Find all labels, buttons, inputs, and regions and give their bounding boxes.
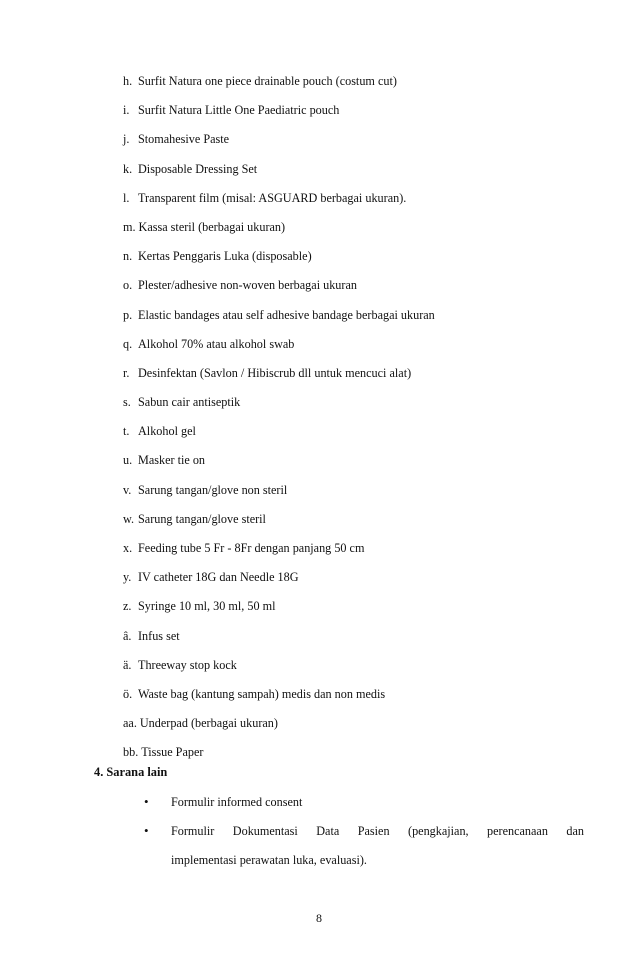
list-item [123, 188, 623, 217]
list-item-text: Kertas Penggaris Luka (disposable) [138, 249, 312, 264]
list-item-text: Infus set [138, 628, 180, 643]
list-marker: l. [123, 190, 130, 205]
list-item-text: Syringe 10 ml, 30 ml, 50 ml [138, 599, 276, 614]
list-item-text: Masker tie on [138, 453, 206, 468]
list-marker: y. [123, 570, 132, 585]
list-item [123, 421, 623, 450]
list-item [123, 450, 623, 479]
list-item-text: Surfit Natura one piece drainable pouch (costum cut) [138, 74, 397, 88]
list-item [123, 596, 623, 625]
list-marker: ö. [123, 686, 133, 701]
list-marker: w. [123, 511, 135, 526]
list-marker: m. [123, 219, 136, 234]
list-item [123, 275, 623, 304]
list-item [123, 246, 623, 275]
list-item-text: Feeding tube 5 Fr - 8Fr dengan panjang 50 cm [138, 541, 365, 555]
bullet-icon: • [144, 794, 149, 809]
list-item-text: Stomahesive Paste [138, 132, 230, 147]
list-item [123, 626, 623, 655]
list-item-text: Plester/adhesive non-woven berbagai ukuran [138, 278, 357, 293]
list-marker: q. [123, 336, 133, 351]
bullet-item [144, 792, 584, 812]
list-marker: bb. [123, 745, 139, 760]
list-marker: s. [123, 395, 131, 410]
list-item-text: Sarung tangan/glove non steril [138, 482, 288, 497]
list-marker: h. [123, 74, 133, 88]
list-item-text: Tissue Paper [141, 745, 204, 760]
list-marker: u. [123, 453, 133, 468]
list-marker: z. [123, 599, 132, 614]
list-item-text: Surfit Natura Little One Paediatric pouch [138, 103, 340, 118]
list-item [123, 684, 623, 713]
list-item [123, 71, 623, 100]
list-item-text: Disposable Dressing Set [138, 161, 258, 176]
list-marker: x. [123, 541, 133, 555]
list-marker: n. [123, 249, 133, 264]
list-item-text: Alkohol gel [138, 424, 196, 439]
list-marker: ä. [123, 657, 132, 672]
list-marker: t. [123, 424, 130, 439]
list-item-text: Elastic bandages atau self adhesive bandage berbagai ukuran [138, 307, 435, 322]
list-item [123, 217, 623, 246]
list-marker: k. [123, 161, 133, 176]
bullet-item [144, 821, 584, 870]
bullet-item-text: Formulir Dokumentasi Data Pasien (pengkajian, perencanaan dan [171, 824, 584, 838]
list-item-text: Kassa steril (berbagai ukuran) [138, 219, 286, 234]
list-item-text: Desinfektan (Savlon / Hibiscrub dll untuk mencuci alat) [138, 365, 412, 380]
bullet-list [144, 792, 584, 879]
list-item [123, 100, 623, 129]
bullet-item-continuation: implementasi perawatan luka, evaluasi). [171, 853, 367, 867]
list-item-text: Alkohol 70% atau alkohol swab [138, 336, 295, 351]
list-item-text: Sarung tangan/glove steril [138, 511, 266, 526]
list-marker: v. [123, 482, 132, 497]
list-item [123, 480, 623, 509]
list-item [123, 713, 623, 742]
supply-list [123, 71, 623, 772]
section-heading: 4. Sarana lain [94, 765, 168, 779]
list-item [123, 538, 623, 567]
list-marker: r. [123, 365, 130, 380]
list-item [123, 392, 623, 421]
page-number: 8 [316, 911, 322, 925]
list-marker: â. [123, 628, 132, 643]
list-item-text: Transparent film (misal: ASGUARD berbagai ukuran). [138, 190, 407, 205]
list-marker: o. [123, 278, 133, 293]
list-marker: aa. [123, 716, 137, 731]
list-item-text: Sabun cair antiseptik [138, 395, 241, 410]
list-item-text: IV catheter 18G dan Needle 18G [138, 570, 299, 585]
bullet-item-text: Formulir informed consent [171, 795, 303, 809]
list-item-text: Threeway stop kock [138, 657, 237, 672]
list-item-text: Underpad (berbagai ukuran) [139, 716, 278, 731]
list-item [123, 129, 623, 158]
list-item [123, 334, 623, 363]
list-item [123, 509, 623, 538]
list-marker: j. [123, 132, 130, 147]
list-marker: p. [123, 307, 133, 322]
list-item-text: Waste bag (kantung sampah) medis dan non medis [138, 686, 386, 701]
list-item [123, 742, 623, 771]
list-item [123, 655, 623, 684]
list-item [123, 363, 623, 392]
list-marker: i. [123, 103, 130, 118]
list-item [123, 159, 623, 188]
list-item [123, 567, 623, 596]
list-item [123, 305, 623, 334]
bullet-icon: • [144, 823, 149, 838]
